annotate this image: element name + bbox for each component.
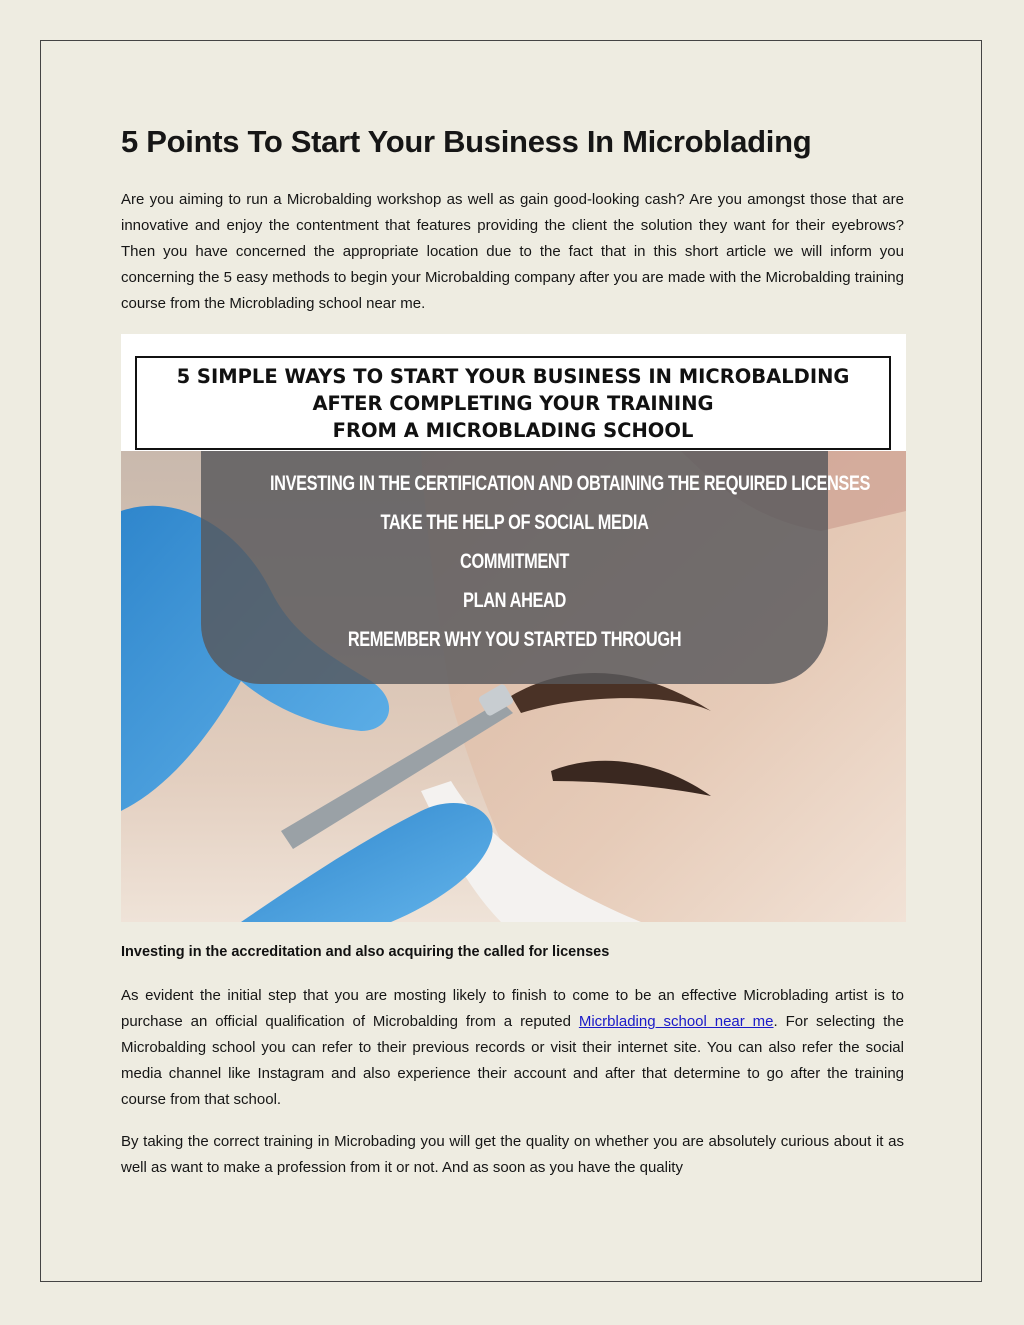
intro-paragraph: Are you aiming to run a Microbalding workshop as well as gain good-looking cash? Are you amongst those that are innovative and enjoy the contentment that features providing the client the solution they want for their eyebrows? Then you have concerned the appropriate location due to the fact that in this short article we will inform you concerning the 5 easy methods to begin your Microbalding company after you are made with the Microbalding training course from the Microblading school near me.: [121, 191, 904, 312]
right-glove-shape: [241, 803, 493, 922]
steps-list: [201, 464, 871, 659]
step-item: COMMITMENT: [460, 550, 569, 573]
headline-line-1: 5 SIMPLE WAYS TO START YOUR BUSINESS IN MICROBALDING: [176, 364, 850, 388]
headline-line-2: AFTER COMPLETING YOUR TRAINING: [312, 391, 714, 415]
infographic-headline: [135, 356, 891, 450]
page-title: 5 Points To Start Your Business In Microblading: [121, 124, 812, 159]
step-item: INVESTING IN THE CERTIFICATION AND OBTAINING THE REQUIRED LICENSES: [269, 472, 871, 495]
step-item: PLAN AHEAD: [463, 589, 566, 612]
paragraph-text: . For selecting the Microbalding school you can refer to their previous records or visit their internet site. You can also refer the social media channel like Instagram and also experience their account and after that determine to go after the training course from that school.: [121, 1013, 904, 1108]
headline-line-3: FROM A MICROBLADING SCHOOL: [332, 418, 694, 442]
paragraph-text: As evident the initial step that you are mosting likely to finish to come to be an effective Microblading artist is to purchase an official qualification of Microbalding from a reputed: [121, 987, 904, 1030]
paragraph-accreditation: [121, 983, 904, 1113]
infographic-image: [121, 334, 906, 922]
step-item: TAKE THE HELP OF SOCIAL MEDIA: [380, 511, 649, 534]
step-item: REMEMBER WHY YOU STARTED THROUGH: [347, 628, 682, 651]
section-heading: Investing in the accreditation and also acquiring the called for licenses: [121, 944, 610, 960]
paragraph-training: By taking the correct training in Microbading you will get the quality on whether you are absolutely curious about it as well as want to make a profession from it or not. And as soon as you have the quality: [121, 1133, 904, 1176]
school-link[interactable]: Micrblading school near me: [578, 1013, 774, 1030]
